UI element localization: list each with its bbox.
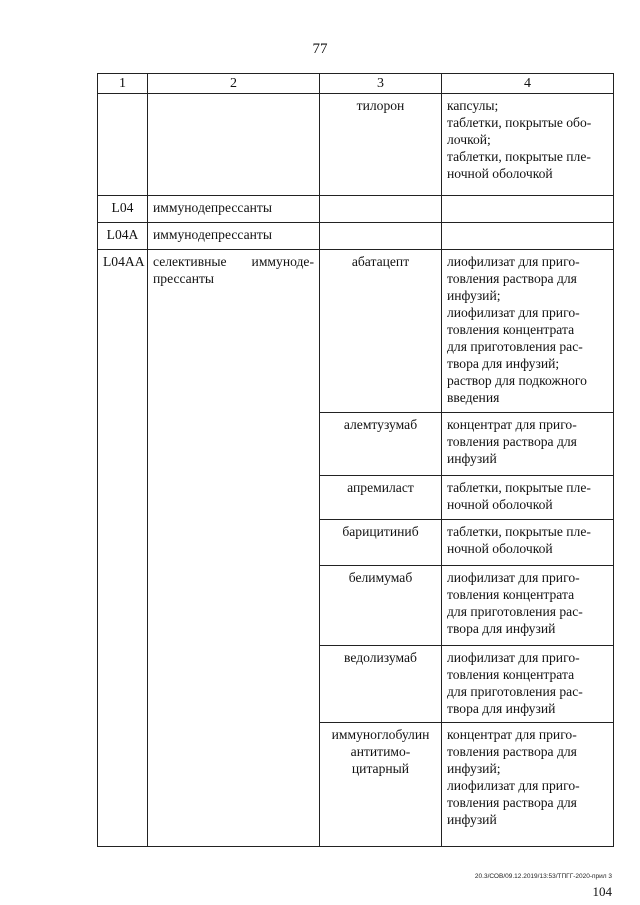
column-header-4: 4: [442, 74, 614, 94]
dosage-form-cell: [442, 520, 614, 566]
sheet-number: 104: [592, 884, 612, 899]
dosage-form-line: таблетки, покрытые пле-: [447, 480, 591, 495]
drug-name-cell: [320, 723, 442, 847]
dosage-form-cell: [442, 250, 614, 413]
dosage-form-line: инфузий: [447, 451, 497, 466]
dosage-form-line: товления раствора для: [447, 795, 577, 810]
dosage-form-line: таблетки, покрытые пле-: [447, 524, 591, 539]
dosage-form-cell: [442, 646, 614, 723]
drug-name-line: антитимо-: [350, 744, 411, 759]
drug-name-cell: алемтузумаб: [320, 413, 442, 476]
drug-name-cell: барицитиниб: [320, 520, 442, 566]
drug-name-cell: апремиласт: [320, 476, 442, 520]
page-number: 77: [312, 41, 328, 57]
group-cell: иммунодепрессанты: [148, 196, 320, 223]
dosage-form-line: инфузий;: [447, 761, 501, 776]
dosage-form-cell: [442, 476, 614, 520]
dosage-form-cell: [442, 413, 614, 476]
dosage-form-line: товления раствора для: [447, 744, 577, 759]
document-footer-code: 20.3/СОВ/09.12.2019/13:53/ТПГГ-2020-прил 3: [474, 873, 612, 880]
dosage-form-line: для приготовления рас-: [447, 684, 583, 699]
dosage-form-line: товления раствора для: [447, 434, 577, 449]
drug-name-cell: белимумаб: [320, 566, 442, 646]
dosage-form-line: лиофилизат для приго-: [447, 570, 580, 585]
drug-name-line: цитарный: [351, 761, 410, 776]
medicines-table: [97, 73, 614, 847]
dosage-form-line: лиофилизат для приго-: [447, 650, 580, 665]
dosage-form-line: концентрат для приго-: [447, 417, 577, 432]
dosage-form-line: товления раствора для: [447, 271, 577, 286]
dosage-form-line: ночной оболочкой: [447, 497, 553, 512]
column-header-3: 3: [320, 74, 442, 94]
atc-code-cell: L04A: [98, 223, 148, 250]
dosage-form-line: лиофилизат для приго-: [447, 254, 580, 269]
drug-name-cell: тилорон: [320, 94, 442, 196]
dosage-form-line: для приготовления рас-: [447, 604, 583, 619]
dosage-form-line: лочкой;: [447, 132, 491, 147]
drug-name-cell: [320, 223, 442, 250]
dosage-form-line: твора для инфузий;: [447, 356, 560, 371]
group-cell: [148, 94, 320, 196]
dosage-form-cell: [442, 723, 614, 847]
table-row: [98, 223, 614, 250]
dosage-form-line: концентрат для приго-: [447, 727, 577, 742]
dosage-form-cell: [442, 566, 614, 646]
dosage-form-line: инфузий: [447, 812, 497, 827]
table-row: [98, 94, 614, 196]
table-header-row: [98, 74, 614, 94]
column-header-1: 1: [98, 74, 148, 94]
dosage-form-line: введения: [447, 390, 500, 405]
drug-name-line: иммуноглобулин: [331, 727, 430, 742]
dosage-form-line: таблетки, покрытые обо-: [447, 115, 592, 130]
dosage-form-line: лиофилизат для приго-: [447, 778, 580, 793]
group-name-line: селективные иммуноде-: [153, 254, 314, 269]
dosage-form-line: ночной оболочкой: [447, 541, 553, 556]
dosage-form-line: раствор для подкожного: [447, 373, 587, 388]
column-header-2: 2: [148, 74, 320, 94]
dosage-form-line: таблетки, покрытые пле-: [447, 149, 591, 164]
group-name-line: прессанты: [153, 271, 215, 286]
dosage-form-line: товления концентрата: [447, 667, 575, 682]
drug-name-cell: [320, 196, 442, 223]
dosage-form-cell: [442, 94, 614, 196]
dosage-form-cell: [442, 196, 614, 223]
atc-code-cell: [98, 94, 148, 196]
dosage-form-line: твора для инфузий: [447, 621, 556, 636]
dosage-form-line: ночной оболочкой: [447, 166, 553, 181]
dosage-form-line: лиофилизат для приго-: [447, 305, 580, 320]
dosage-form-line: товления концентрата: [447, 322, 575, 337]
drug-name-cell: ведолизумаб: [320, 646, 442, 723]
table-row: [98, 196, 614, 223]
dosage-form-line: инфузий;: [447, 288, 501, 303]
dosage-form-line: для приготовления рас-: [447, 339, 583, 354]
group-cell: [148, 250, 320, 847]
atc-code-cell: L04: [98, 196, 148, 223]
atc-code-cell: L04AA: [98, 250, 148, 847]
dosage-form-line: товления концентрата: [447, 587, 575, 602]
dosage-form-line: капсулы;: [447, 98, 499, 113]
dosage-form-line: твора для инфузий: [447, 701, 556, 716]
drug-name-cell: абатацепт: [320, 250, 442, 413]
table-row: [98, 250, 614, 413]
group-cell: иммунодепрессанты: [148, 223, 320, 250]
dosage-form-cell: [442, 223, 614, 250]
